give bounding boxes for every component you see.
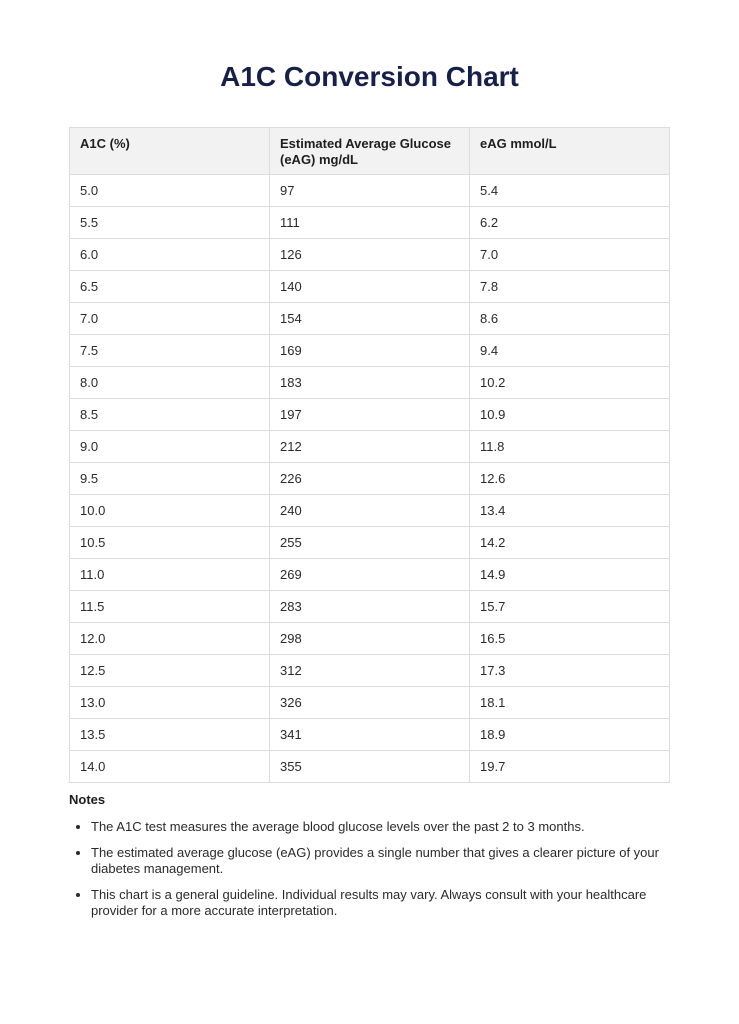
- table-row: [70, 207, 670, 239]
- cell-eag-mgdl: 97: [270, 175, 470, 207]
- table-row: [70, 495, 670, 527]
- table-row: [70, 367, 670, 399]
- table-row: [70, 431, 670, 463]
- cell-eag-mmol: 17.3: [470, 655, 670, 687]
- cell-a1c: 8.0: [70, 367, 270, 399]
- cell-eag-mgdl: 255: [270, 527, 470, 559]
- cell-a1c: 6.0: [70, 239, 270, 271]
- cell-eag-mgdl: 240: [270, 495, 470, 527]
- conversion-table-container: [69, 127, 669, 783]
- cell-eag-mmol: 12.6: [470, 463, 670, 495]
- table-row: [70, 271, 670, 303]
- cell-a1c: 9.0: [70, 431, 270, 463]
- table-row: [70, 751, 670, 783]
- cell-a1c: 10.0: [70, 495, 270, 527]
- cell-eag-mgdl: 341: [270, 719, 470, 751]
- table-row: [70, 559, 670, 591]
- cell-eag-mmol: 8.6: [470, 303, 670, 335]
- cell-eag-mgdl: 226: [270, 463, 470, 495]
- cell-eag-mgdl: 126: [270, 239, 470, 271]
- cell-eag-mmol: 10.2: [470, 367, 670, 399]
- cell-eag-mgdl: 169: [270, 335, 470, 367]
- cell-eag-mgdl: 326: [270, 687, 470, 719]
- notes-section: [69, 792, 669, 929]
- table-row: [70, 655, 670, 687]
- cell-a1c: 7.0: [70, 303, 270, 335]
- table-row: [70, 239, 670, 271]
- cell-eag-mgdl: 197: [270, 399, 470, 431]
- column-header-eag-mmol: eAG mmol/L: [470, 128, 670, 175]
- cell-a1c: 9.5: [70, 463, 270, 495]
- table-row: [70, 591, 670, 623]
- cell-eag-mgdl: 183: [270, 367, 470, 399]
- notes-heading: Notes: [69, 792, 106, 807]
- cell-eag-mmol: 19.7: [470, 751, 670, 783]
- cell-eag-mgdl: 355: [270, 751, 470, 783]
- table-row: [70, 623, 670, 655]
- notes-list: [69, 819, 669, 919]
- cell-a1c: 13.0: [70, 687, 270, 719]
- cell-eag-mgdl: 140: [270, 271, 470, 303]
- cell-eag-mmol: 14.9: [470, 559, 670, 591]
- cell-eag-mmol: 16.5: [470, 623, 670, 655]
- table-row: [70, 175, 670, 207]
- cell-eag-mmol: 9.4: [470, 335, 670, 367]
- cell-eag-mmol: 18.1: [470, 687, 670, 719]
- page-title: A1C Conversion Chart: [220, 61, 519, 92]
- cell-eag-mmol: 14.2: [470, 527, 670, 559]
- cell-eag-mgdl: 298: [270, 623, 470, 655]
- cell-a1c: 7.5: [70, 335, 270, 367]
- cell-eag-mmol: 6.2: [470, 207, 670, 239]
- cell-a1c: 6.5: [70, 271, 270, 303]
- cell-a1c: 10.5: [70, 527, 270, 559]
- cell-a1c: 14.0: [70, 751, 270, 783]
- table-row: [70, 399, 670, 431]
- cell-a1c: 8.5: [70, 399, 270, 431]
- cell-eag-mgdl: 154: [270, 303, 470, 335]
- cell-eag-mmol: 18.9: [470, 719, 670, 751]
- cell-eag-mgdl: 269: [270, 559, 470, 591]
- column-header-a1c: A1C (%): [70, 128, 270, 175]
- cell-a1c: 5.5: [70, 207, 270, 239]
- cell-eag-mmol: 7.8: [470, 271, 670, 303]
- cell-a1c: 12.0: [70, 623, 270, 655]
- cell-a1c: 11.5: [70, 591, 270, 623]
- table-row: [70, 719, 670, 751]
- table-row: [70, 463, 670, 495]
- cell-eag-mgdl: 212: [270, 431, 470, 463]
- conversion-table: [69, 127, 670, 783]
- table-row: [70, 335, 670, 367]
- table-body: [70, 175, 670, 783]
- cell-a1c: 11.0: [70, 559, 270, 591]
- cell-eag-mgdl: 283: [270, 591, 470, 623]
- table-row: [70, 303, 670, 335]
- cell-eag-mmol: 11.8: [470, 431, 670, 463]
- cell-eag-mmol: 5.4: [470, 175, 670, 207]
- cell-a1c: 12.5: [70, 655, 270, 687]
- cell-a1c: 5.0: [70, 175, 270, 207]
- cell-eag-mmol: 15.7: [470, 591, 670, 623]
- table-row: [70, 527, 670, 559]
- table-row: [70, 687, 670, 719]
- cell-eag-mgdl: 312: [270, 655, 470, 687]
- note-item: • The A1C test measures the average blood glucose levels over the past 2 to 3 months.: [91, 819, 669, 835]
- table-header-row: [70, 128, 670, 175]
- column-header-eag-mgdl: Estimated Average Glucose (eAG) mg/dL: [270, 128, 470, 175]
- cell-eag-mmol: 7.0: [470, 239, 670, 271]
- cell-eag-mgdl: 111: [270, 207, 470, 239]
- note-item: • The estimated average glucose (eAG) provides a single number that gives a clearer picture of your diabetes management.: [91, 845, 669, 877]
- cell-eag-mmol: 13.4: [470, 495, 670, 527]
- note-item: • This chart is a general guideline. Individual results may vary. Always consult with your healthcare provider for a more accurate interpretation.: [91, 887, 669, 919]
- cell-a1c: 13.5: [70, 719, 270, 751]
- cell-eag-mmol: 10.9: [470, 399, 670, 431]
